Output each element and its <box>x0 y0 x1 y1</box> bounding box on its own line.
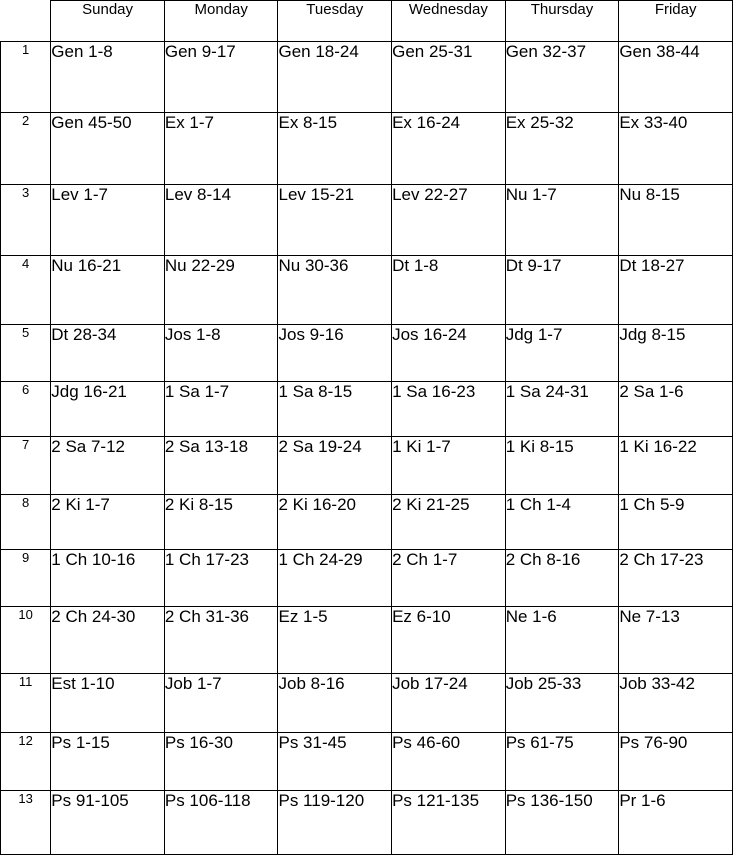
reading-cell: 2 Ch 31-36 <box>164 606 278 673</box>
reading-cell: Gen 1-8 <box>51 41 165 112</box>
reading-cell: 2 Sa 13-18 <box>164 437 278 494</box>
table-row <box>1 256 733 325</box>
reading-cell: 1 Ch 24-29 <box>278 549 392 606</box>
reading-cell: Dt 1-8 <box>392 256 506 325</box>
reading-cell: Gen 9-17 <box>164 41 278 112</box>
table-row <box>1 382 733 437</box>
reading-cell: Gen 25-31 <box>392 41 506 112</box>
reading-cell: Job 33-42 <box>619 673 733 733</box>
reading-cell: Ez 6-10 <box>392 606 506 673</box>
reading-cell: Ps 106-118 <box>164 790 278 854</box>
table-row <box>1 733 733 790</box>
column-header-tuesday: Tuesday <box>278 1 392 42</box>
reading-cell: 2 Sa 7-12 <box>51 437 165 494</box>
reading-cell: Ps 1-15 <box>51 733 165 790</box>
table-row <box>1 325 733 382</box>
reading-cell: Dt 9-17 <box>505 256 619 325</box>
week-number: 5 <box>1 325 51 382</box>
reading-cell: 1 Ki 1-7 <box>392 437 506 494</box>
reading-cell: 1 Ch 17-23 <box>164 549 278 606</box>
table-row <box>1 549 733 606</box>
reading-cell: Lev 8-14 <box>164 184 278 255</box>
column-header-sunday: Sunday <box>51 1 165 42</box>
reading-cell: 2 Ki 1-7 <box>51 494 165 549</box>
reading-cell: Job 1-7 <box>164 673 278 733</box>
reading-cell: Gen 38-44 <box>619 41 733 112</box>
reading-cell: Ex 16-24 <box>392 113 506 184</box>
reading-cell: Ps 119-120 <box>278 790 392 854</box>
reading-cell: Ps 16-30 <box>164 733 278 790</box>
week-number: 3 <box>1 184 51 255</box>
table-header-row <box>1 1 733 42</box>
reading-cell: 1 Sa 16-23 <box>392 382 506 437</box>
column-header-thursday: Thursday <box>505 1 619 42</box>
week-number: 4 <box>1 256 51 325</box>
table-row <box>1 41 733 112</box>
reading-cell: Dt 18-27 <box>619 256 733 325</box>
reading-cell: 2 Sa 1-6 <box>619 382 733 437</box>
reading-cell: Jdg 16-21 <box>51 382 165 437</box>
reading-cell: 1 Sa 24-31 <box>505 382 619 437</box>
reading-cell: Ex 25-32 <box>505 113 619 184</box>
week-number: 6 <box>1 382 51 437</box>
column-header-monday: Monday <box>164 1 278 42</box>
reading-cell: 2 Ch 24-30 <box>51 606 165 673</box>
week-number: 2 <box>1 113 51 184</box>
reading-cell: Ps 91-105 <box>51 790 165 854</box>
reading-cell: Ez 1-5 <box>278 606 392 673</box>
reading-cell: Nu 16-21 <box>51 256 165 325</box>
reading-cell: 1 Ch 1-4 <box>505 494 619 549</box>
reading-cell: Est 1-10 <box>51 673 165 733</box>
week-number: 9 <box>1 549 51 606</box>
reading-cell: Ps 46-60 <box>392 733 506 790</box>
reading-cell: 1 Ch 5-9 <box>619 494 733 549</box>
reading-cell: Ex 1-7 <box>164 113 278 184</box>
reading-cell: Dt 28-34 <box>51 325 165 382</box>
reading-cell: 1 Ki 16-22 <box>619 437 733 494</box>
reading-cell: Jos 16-24 <box>392 325 506 382</box>
reading-cell: Ps 121-135 <box>392 790 506 854</box>
table-row <box>1 606 733 673</box>
reading-cell: 1 Sa 1-7 <box>164 382 278 437</box>
corner-cell <box>1 1 51 42</box>
reading-cell: Lev 22-27 <box>392 184 506 255</box>
reading-cell: 2 Ch 17-23 <box>619 549 733 606</box>
reading-cell: 2 Ch 1-7 <box>392 549 506 606</box>
week-number: 13 <box>1 790 51 854</box>
reading-cell: Jos 1-8 <box>164 325 278 382</box>
reading-cell: Lev 1-7 <box>51 184 165 255</box>
reading-cell: Jdg 1-7 <box>505 325 619 382</box>
reading-cell: 1 Ch 10-16 <box>51 549 165 606</box>
reading-cell: Nu 22-29 <box>164 256 278 325</box>
column-header-wednesday: Wednesday <box>392 1 506 42</box>
reading-cell: Nu 1-7 <box>505 184 619 255</box>
reading-cell: Gen 32-37 <box>505 41 619 112</box>
table-row <box>1 673 733 733</box>
reading-cell: Nu 8-15 <box>619 184 733 255</box>
table-row <box>1 790 733 854</box>
reading-cell: 2 Ki 21-25 <box>392 494 506 549</box>
reading-cell: Ps 136-150 <box>505 790 619 854</box>
reading-cell: Pr 1-6 <box>619 790 733 854</box>
reading-cell: Nu 30-36 <box>278 256 392 325</box>
reading-cell: Lev 15-21 <box>278 184 392 255</box>
reading-cell: Gen 45-50 <box>51 113 165 184</box>
reading-cell: Job 8-16 <box>278 673 392 733</box>
table-row <box>1 184 733 255</box>
table-row <box>1 437 733 494</box>
reading-cell: 2 Ki 8-15 <box>164 494 278 549</box>
reading-cell: Jos 9-16 <box>278 325 392 382</box>
week-number: 1 <box>1 41 51 112</box>
reading-cell: Gen 18-24 <box>278 41 392 112</box>
reading-cell: 2 Ch 8-16 <box>505 549 619 606</box>
reading-cell: Ex 33-40 <box>619 113 733 184</box>
reading-cell: Ps 61-75 <box>505 733 619 790</box>
reading-cell: Ne 7-13 <box>619 606 733 673</box>
reading-cell: 1 Sa 8-15 <box>278 382 392 437</box>
column-header-friday: Friday <box>619 1 733 42</box>
reading-cell: 2 Sa 19-24 <box>278 437 392 494</box>
week-number: 12 <box>1 733 51 790</box>
table-row <box>1 113 733 184</box>
table-row <box>1 494 733 549</box>
reading-cell: 1 Ki 8-15 <box>505 437 619 494</box>
reading-cell: Ps 31-45 <box>278 733 392 790</box>
week-number: 10 <box>1 606 51 673</box>
reading-cell: Ps 76-90 <box>619 733 733 790</box>
reading-cell: Job 25-33 <box>505 673 619 733</box>
reading-cell: Job 17-24 <box>392 673 506 733</box>
week-number: 8 <box>1 494 51 549</box>
reading-cell: Ne 1-6 <box>505 606 619 673</box>
week-number: 7 <box>1 437 51 494</box>
reading-cell: Ex 8-15 <box>278 113 392 184</box>
week-number: 11 <box>1 673 51 733</box>
reading-cell: Jdg 8-15 <box>619 325 733 382</box>
reading-cell: 2 Ki 16-20 <box>278 494 392 549</box>
